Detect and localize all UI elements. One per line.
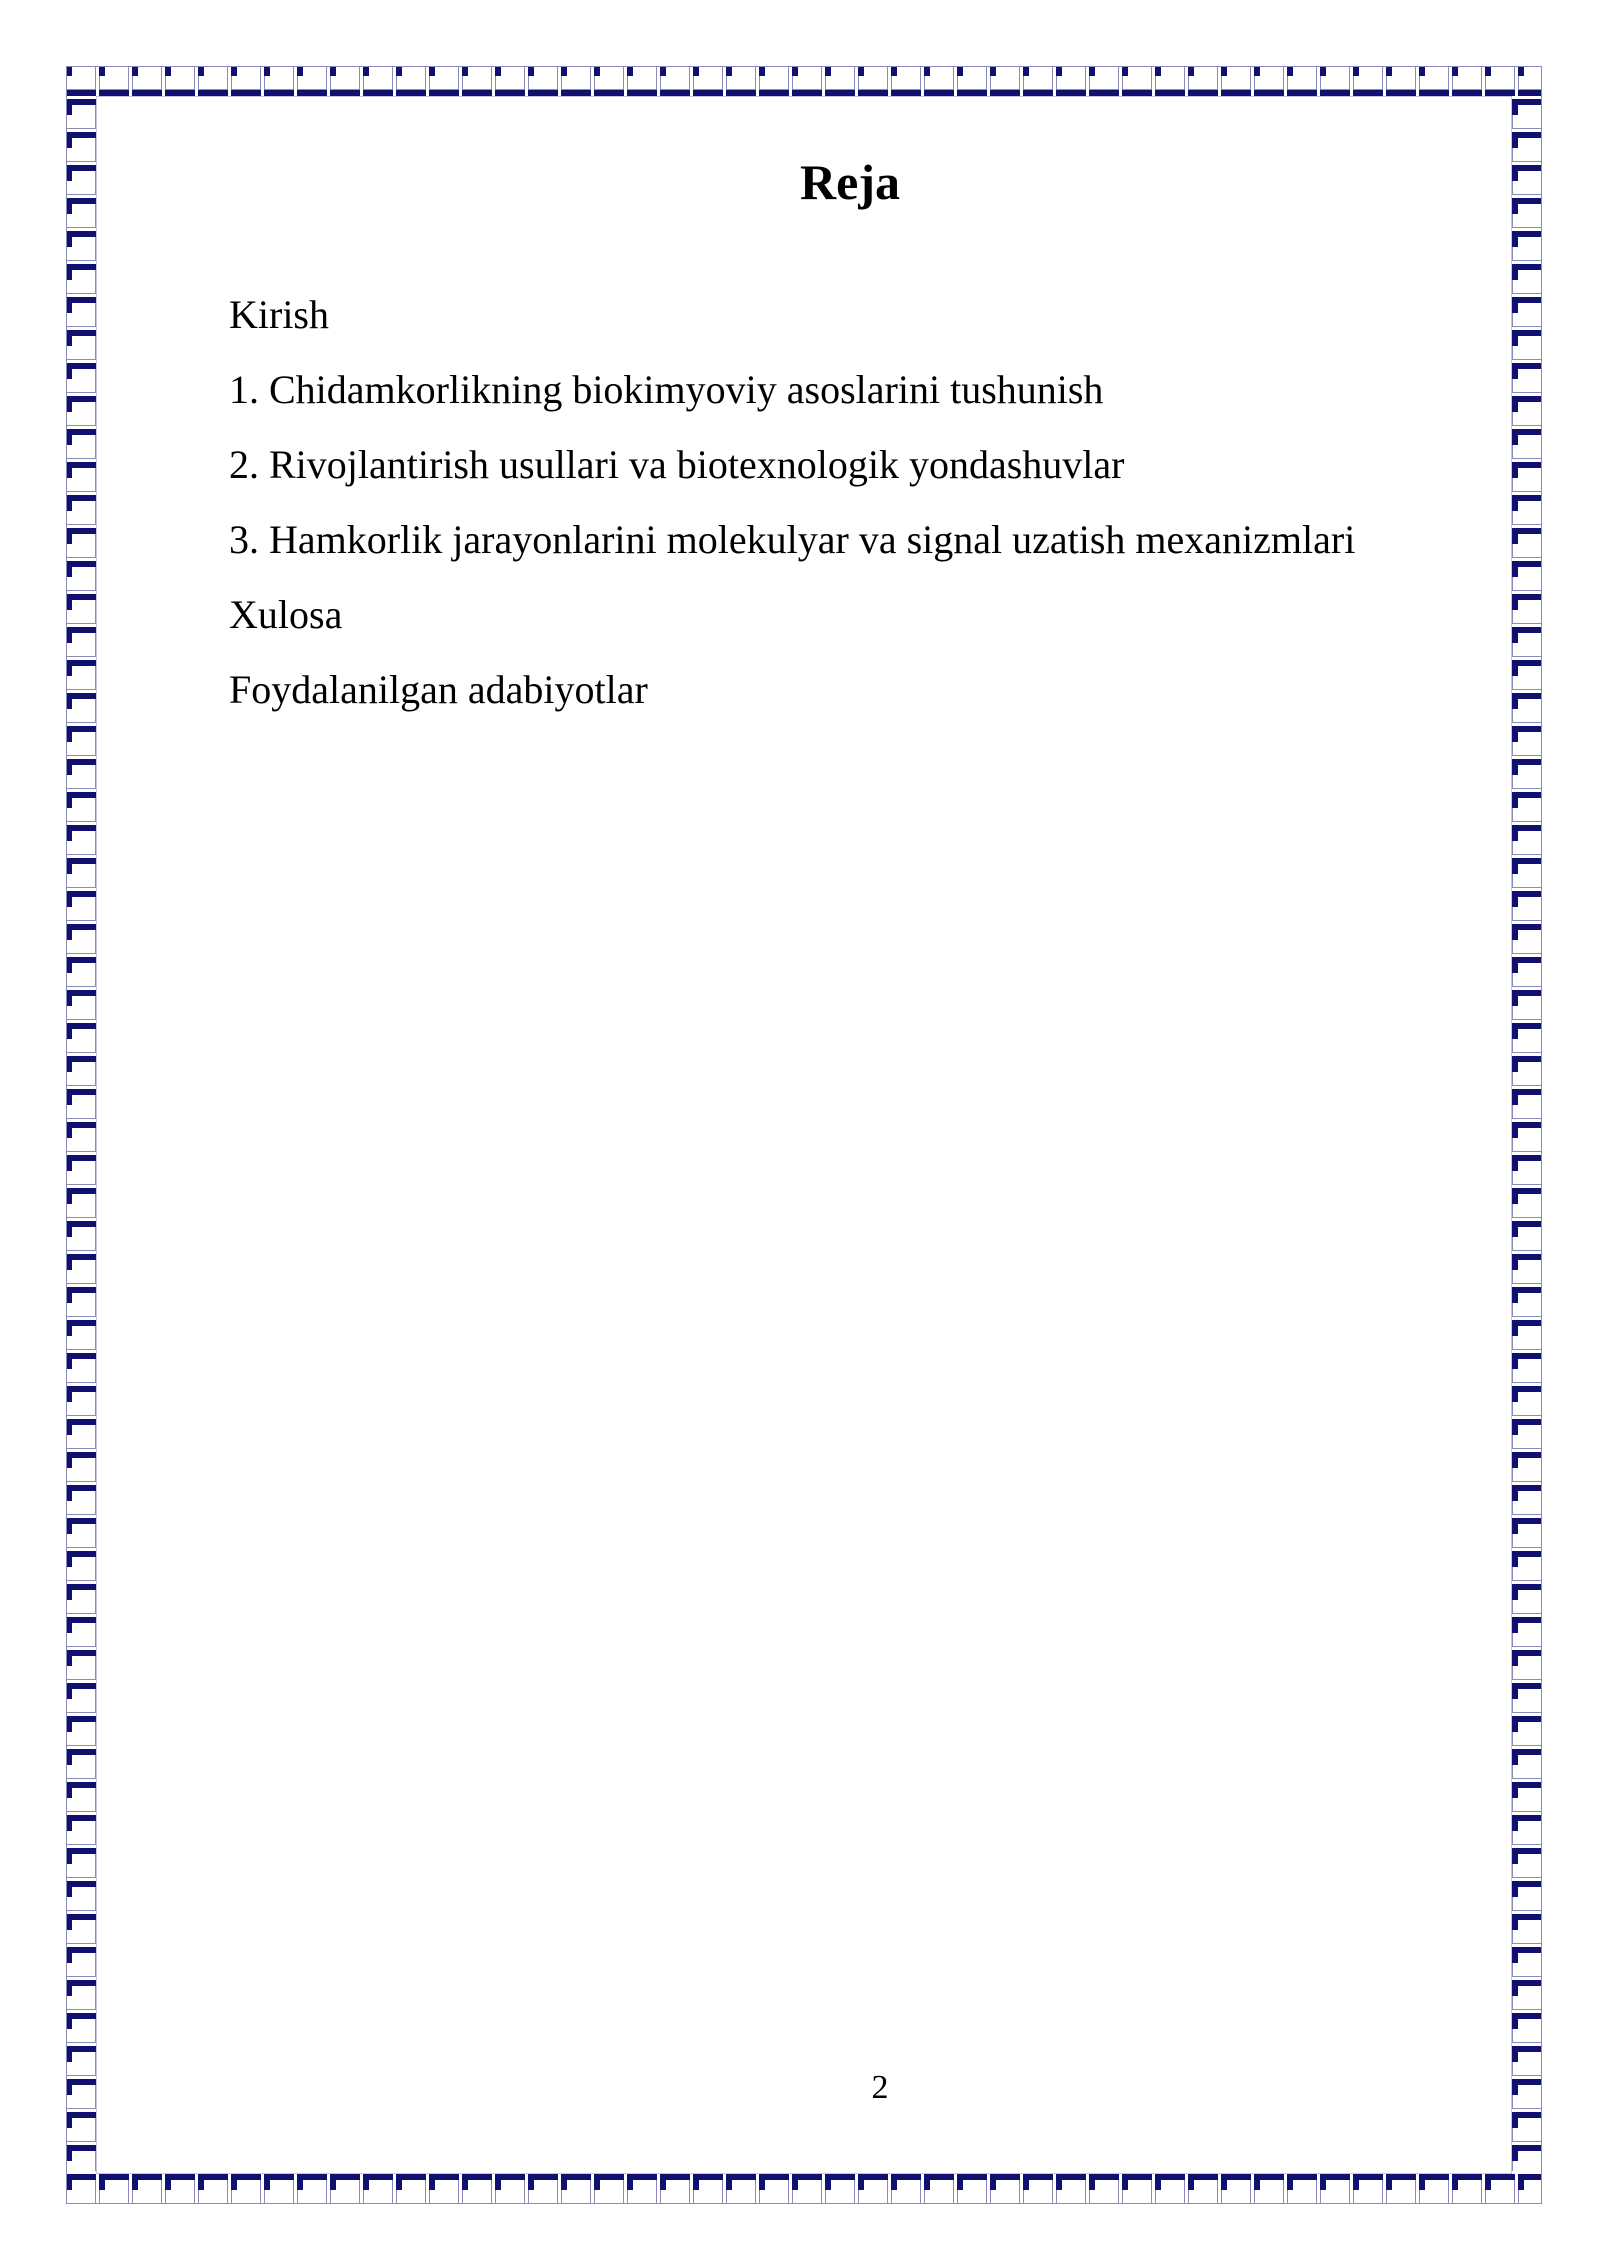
toc-item-2: 2. Rivojlantirish usullari va biotexnologik yondashuvlar bbox=[229, 442, 1125, 487]
page-title: Reja bbox=[800, 154, 900, 210]
toc-item-introduction: Kirish bbox=[229, 292, 329, 337]
toc-item-3: 3. Hamkorlik jarayonlarini molekulyar va signal uzatish mexanizmlari bbox=[229, 517, 1356, 562]
table-of-contents bbox=[229, 290, 1355, 740]
toc-item-references: Foydalanilgan adabiyotlar bbox=[229, 667, 648, 712]
toc-item-conclusion: Xulosa bbox=[229, 592, 343, 637]
toc-item-1: 1. Chidamkorlikning biokimyoviy asoslarini tushunish bbox=[229, 367, 1104, 412]
page-number: 2 bbox=[871, 2069, 889, 2106]
